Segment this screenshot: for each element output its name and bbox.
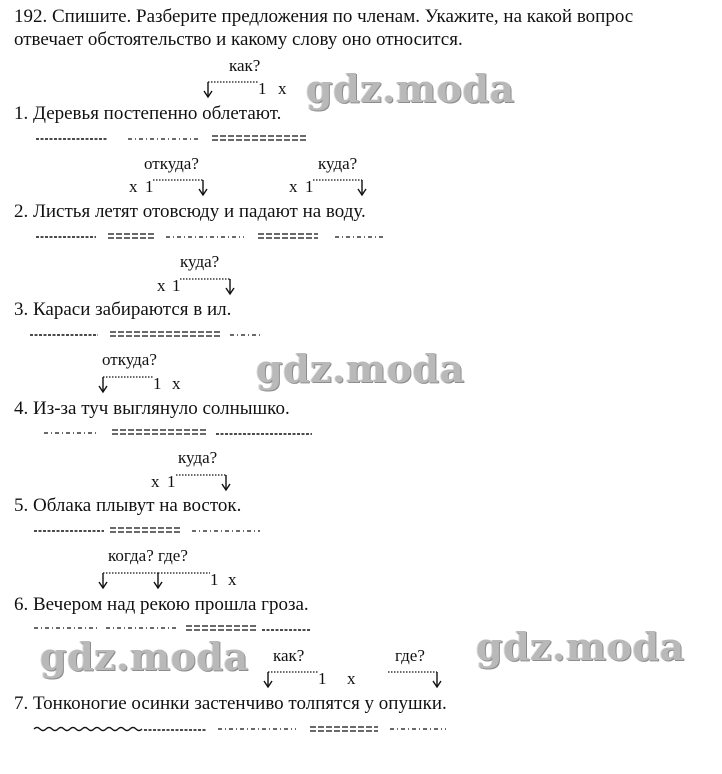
sentence-7: 7. Тонконогие осинки застенчиво толпятся у опушки.: [14, 693, 447, 714]
question-label: где?: [395, 646, 425, 665]
question-label: откуда?: [144, 154, 199, 173]
x-mark: х: [347, 669, 356, 688]
x-mark: х: [228, 570, 237, 589]
number-mark: 1: [258, 79, 267, 98]
member-underlines: [36, 234, 383, 238]
member-underlines: [34, 528, 260, 532]
number-mark: 1: [153, 374, 162, 393]
member-underlines: [34, 626, 310, 630]
number-mark: 1: [210, 570, 219, 589]
task-line-2: отвечает обстоятельство и какому слову оно относится.: [14, 29, 463, 50]
member-underlines: [34, 727, 446, 731]
x-mark: х: [157, 276, 166, 295]
x-mark: х: [129, 177, 138, 196]
number-mark: 1: [172, 276, 181, 295]
member-underlines: [44, 430, 312, 434]
member-underlines: [30, 332, 262, 336]
x-mark: х: [278, 79, 287, 98]
number-mark: 1: [318, 669, 327, 688]
question-label: куда?: [318, 154, 358, 173]
question-label: откуда?: [102, 350, 157, 369]
question-label: куда?: [178, 448, 218, 467]
question-label: когда? где?: [108, 546, 188, 565]
number-mark: 1: [305, 177, 314, 196]
watermark-2: gdz.moda: [256, 346, 465, 391]
x-mark: х: [172, 374, 181, 393]
dependency-arrow: [176, 475, 230, 490]
dependency-arrow: [153, 180, 366, 195]
sentence-2: 2. Листья летят отовсюду и падают на воду.: [14, 201, 366, 222]
question-label: как?: [229, 56, 261, 75]
dependency-arrow: [99, 573, 210, 588]
number-mark: 1: [145, 177, 154, 196]
question-label: как?: [273, 646, 305, 665]
number-mark: 1: [167, 472, 176, 491]
sentence-3: 3. Караси забираются в ил.: [14, 299, 232, 320]
watermark-3: gdz.moda: [40, 634, 249, 679]
dependency-arrow: [180, 279, 234, 294]
x-mark: х: [289, 177, 298, 196]
dependency-arrow: [204, 82, 258, 97]
sentence-4: 4. Из-за туч выглянуло солнышко.: [14, 398, 290, 419]
x-mark: х: [151, 472, 160, 491]
watermark-1: gdz.moda: [306, 66, 515, 111]
question-label: куда?: [180, 252, 220, 271]
sentence-1: 1. Деревья постепенно облетают.: [14, 103, 282, 124]
dependency-arrow: [99, 377, 153, 392]
dependency-arrow: [264, 672, 441, 687]
task-line-1: 192. Спишите. Разберите предложения по членам. Укажите, на какой вопрос: [14, 6, 634, 27]
member-underlines: [36, 136, 306, 140]
watermark-4: gdz.moda: [476, 624, 685, 669]
sentence-5: 5. Облака плывут на восток.: [14, 495, 242, 516]
sentence-6: 6. Вечером над рекою прошла гроза.: [14, 594, 309, 615]
